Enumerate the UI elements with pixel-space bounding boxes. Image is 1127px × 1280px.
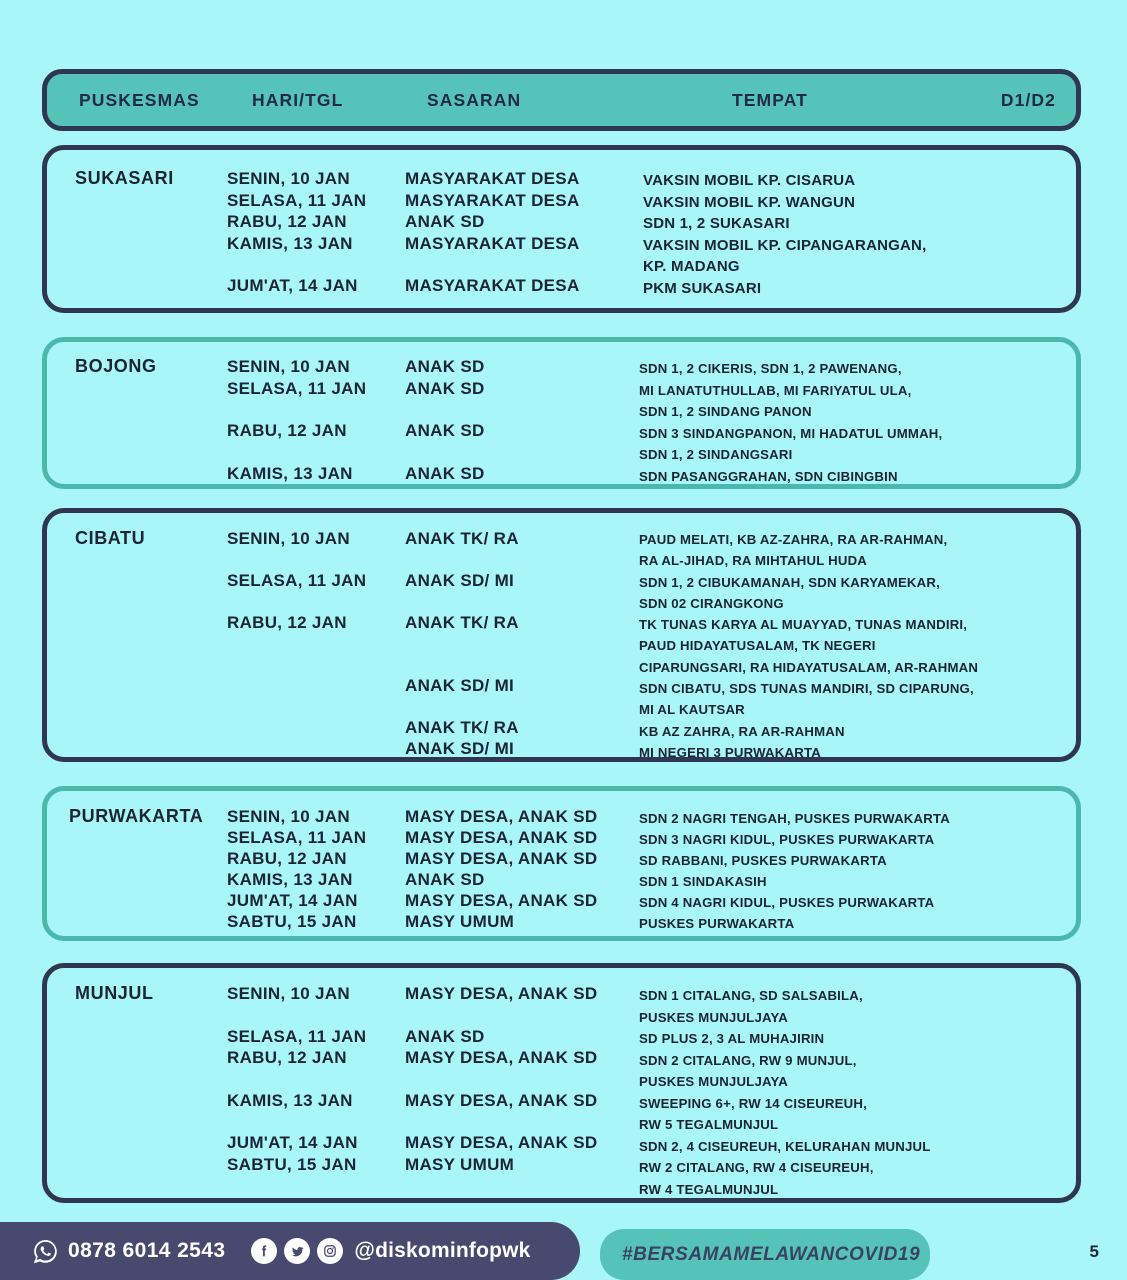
puskesmas-name: BOJONG — [75, 356, 157, 376]
puskesmas-name: CIBATU — [75, 528, 146, 548]
column-header-sasaran: SASARAN — [427, 89, 522, 110]
social-icons-group — [251, 1238, 343, 1264]
target-column: ANAK SD ANAK SD ANAK SD ANAK SD — [405, 357, 485, 483]
date-column: SENIN, 10 JAN SELASA, 11 JAN RABU, 12 JAN KAMIS, 13 JAN JUM'AT, 14 JAN SABTU, 15 JAN — [227, 984, 367, 1174]
schedule-card-munjul — [42, 963, 1081, 1203]
place-column: SDN 1 CITALANG, SD SALSABILA, PUSKES MUNJULJAYA SD PLUS 2, 3 AL MUHAJIRIN SDN 2 CITALANG, RW 9 MUNJUL, PUSKES MUNJULJAYA SWEEPING 6+, RW 14 CISEUREUH, RW 5 TEGALMUNJUL SDN 2, 4 CISEUREUH, KELURAHAN MUNJUL RW 2 CITALANG, RW 4 CISEUREUH, RW 4 TEGALMUNJUL — [639, 988, 931, 1197]
schedule-card-sukasari — [42, 145, 1081, 313]
instagram-icon[interactable] — [317, 1238, 343, 1264]
whatsapp-icon — [32, 1238, 59, 1265]
social-handle[interactable]: @diskominfopwk — [354, 1239, 531, 1262]
place-column: VAKSIN MOBIL KP. CISARUA VAKSIN MOBIL KP. WANGUN SDN 1, 2 SUKASARI VAKSIN MOBIL KP. CIPANGARANGAN, KP. MADANG PKM SUKASARI — [643, 172, 927, 297]
schedule-card-cibatu — [42, 508, 1081, 762]
target-column: MASY DESA, ANAK SD MASY DESA, ANAK SD MASY DESA, ANAK SD ANAK SD MASY DESA, ANAK SD MASY UMUM — [405, 807, 598, 931]
target-column: MASYARAKAT DESA MASYARAKAT DESA ANAK SD MASYARAKAT DESA MASYARAKAT DESA — [405, 169, 580, 295]
hashtag-text: #BERSAMAMELAWANCOVID19 — [622, 1243, 921, 1265]
puskesmas-name: MUNJUL — [75, 983, 154, 1003]
place-column: SDN 1, 2 CIKERIS, SDN 1, 2 PAWENANG, MI LANATUTHULLAB, MI FARIYATUL ULA, SDN 1, 2 SINDANG PANON SDN 3 SINDANGPANON, MI HADATUL UMMAH, SDN 1, 2 SINDANGSARI SDN PASANGGRAHAN, SDN CIBINGBIN — [639, 361, 943, 484]
target-column: ANAK TK/ RA ANAK SD/ MI ANAK TK/ RA ANAK SD/ MI ANAK TK/ RA ANAK SD/ MI — [405, 529, 519, 758]
phone-number[interactable]: 0878 6014 2543 — [68, 1239, 226, 1262]
footer — [0, 1222, 1127, 1280]
date-column: SENIN, 10 JAN SELASA, 11 JAN RABU, 12 JAN — [227, 529, 367, 632]
date-column: SENIN, 10 JAN SELASA, 11 JAN RABU, 12 JAN KAMIS, 13 JAN JUM'AT, 14 JAN SABTU, 15 JAN — [227, 807, 367, 931]
column-header-tempat: TEMPAT — [732, 89, 808, 110]
table-header-row — [42, 69, 1081, 131]
page-number: 5 — [1089, 1242, 1099, 1261]
place-column: PAUD MELATI, KB AZ-ZAHRA, RA AR-RAHMAN, RA AL-JIHAD, RA MIHTAHUL HUDA SDN 1, 2 CIBUKAMANAH, SDN KARYAMEKAR, SDN 02 CIRANGKONG TK TUNAS KARYA AL MUAYYAD, TUNAS MANDIRI, PAUD HIDAYATUSALAM, TK NEGERI CIPARUNGSARI, RA HIDAYATUSALAM, AR-RAHMAN SDN CIBATU, SDS TUNAS MANDIRI, SD CIPARUNG, MI AL KAUTSAR KB AZ ZAHRA, RA AR-RAHMAN MI NEGERI 3 PURWAKARTA — [639, 532, 979, 760]
column-header-haritgl: HARI/TGL — [252, 89, 344, 110]
hashtag-pill — [600, 1229, 930, 1280]
puskesmas-name: SUKASARI — [75, 168, 174, 188]
date-column: SENIN, 10 JAN SELASA, 11 JAN RABU, 12 JAN KAMIS, 13 JAN JUM'AT, 14 JAN — [227, 169, 367, 295]
date-column: SENIN, 10 JAN SELASA, 11 JAN RABU, 12 JAN KAMIS, 13 JAN — [227, 357, 367, 483]
target-column: MASY DESA, ANAK SD ANAK SD MASY DESA, ANAK SD MASY DESA, ANAK SD MASY DESA, ANAK SD MASY UMUM — [405, 984, 598, 1174]
contact-bar — [0, 1222, 580, 1280]
schedule-card-purwakarta — [42, 786, 1081, 941]
puskesmas-name: PURWAKARTA — [69, 806, 204, 826]
column-header-d1d2: D1/D2 — [1000, 89, 1056, 110]
facebook-icon[interactable] — [251, 1238, 277, 1264]
place-column: SDN 2 NAGRI TENGAH, PUSKES PURWAKARTA SDN 3 NAGRI KIDUL, PUSKES PURWAKARTA SD RABBANI, PUSKES PURWAKARTA SDN 1 SINDAKASIH SDN 4 NAGRI KIDUL, PUSKES PURWAKARTA PUSKES PURWAKARTA — [639, 811, 950, 931]
twitter-icon[interactable] — [284, 1238, 310, 1264]
schedule-card-bojong — [42, 337, 1081, 489]
column-header-puskesmas: PUSKESMAS — [79, 89, 200, 110]
